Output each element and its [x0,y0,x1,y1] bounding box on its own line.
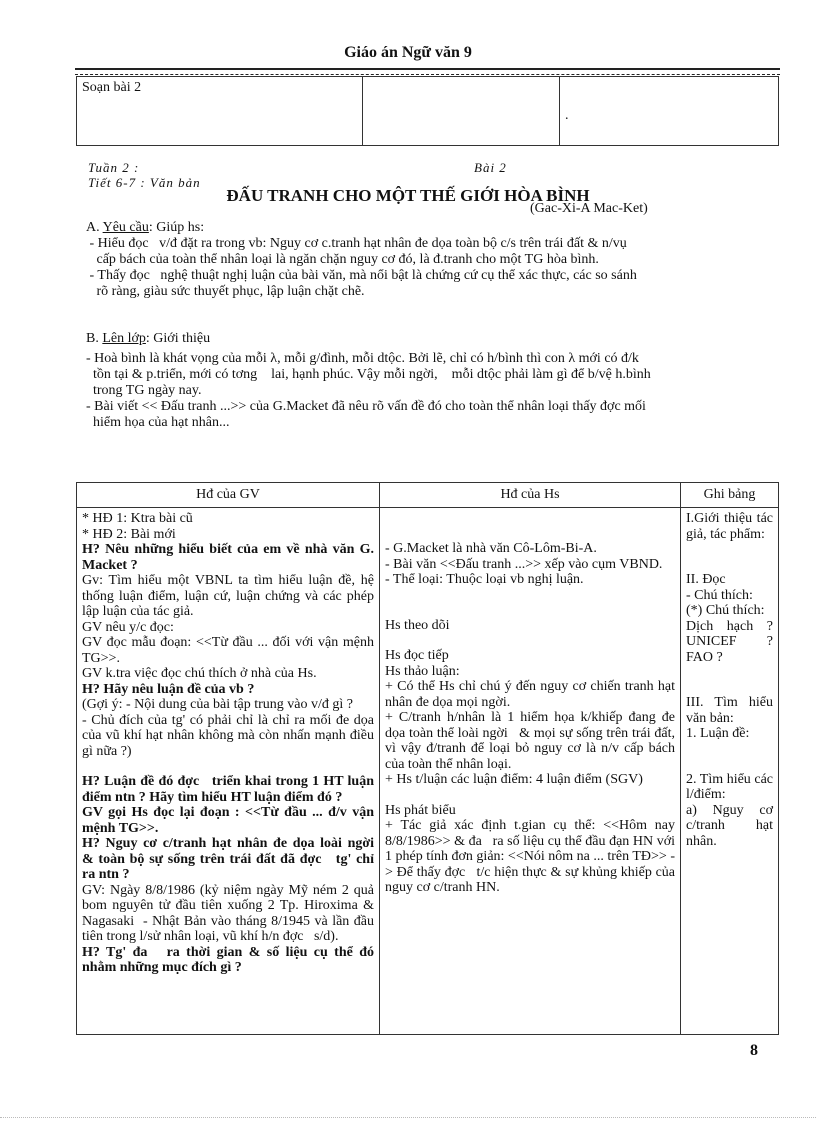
section-b-line: tồn tại & p.triển, mới có tơng lai, hạnh phúc. Vậy mỗi ngời, mỗi dtộc phải làm gì để b/vệ h.bình [86,367,651,382]
teacher-activity-line: GV gọi Hs đọc lại đoạn : <<Từ đầu ... đ/v vận mệnh TG>>. [82,805,378,836]
teacher-activity-line: H? Tg' đa ra thời gian & số liệu cụ thể đó nhằm những mục đích gì ? [82,944,378,975]
teacher-activity-line: - Chủ đích của tg' có phải chỉ là chỉ ra mối đe dọa của vũ khí hạt nhân không mà còn nhấn mạnh điều gì nữa ?) [82,712,378,759]
section-b-line: hiểm họa của hạt nhân... [86,415,230,430]
board-note-line: a) Nguy cơ c/tranh hạt nhân. [686,802,777,849]
top-cell-3 [560,77,779,146]
top-info-table [76,76,779,146]
header-divider [75,68,780,75]
teacher-activity-line: Gv: Tìm hiểu một VBNL ta tìm hiểu luận đề, hệ thống luận điểm, luận cứ, luận chứng và các phép lập luận của tác giả. [82,573,378,619]
section-b-intro: : Giới thiệu [145,331,211,346]
board-note-line: III. Tìm hiểu văn bản: [686,695,777,726]
student-activity-line: Hs đọc tiếp [385,648,449,663]
student-activity-line [385,603,675,618]
student-activity-line: - Thể loại: Thuộc loại vb nghị luận. [385,572,584,587]
section-a-label: A. [86,220,100,235]
lesson-label: Bài 2 [474,160,507,175]
board-note-line [686,665,773,695]
section-b-label: B. [86,331,99,346]
board-note-line: - Chú thích: [686,587,753,603]
student-activity-line: + Có thể Hs chỉ chú ý đến nguy cơ chiến tranh hạt nhân đe dọa mọi ngời. [385,679,679,710]
section-b-line: - Bài viết << Đấu tranh ...>> của G.Macket đã nêu rõ vấn đề đó cho toàn thể nhân loại thấy đợc mối [86,399,646,414]
teacher-activity-line: GV k.tra việc đọc chú thích ở nhà của Hs. [82,666,317,681]
section-b-line: - Hoà bình là khát vọng của mỗi λ, mỗi g/đình, mỗi dtộc. Bởi lẽ, chỉ có h/bình thì con λ mới có đ/k [86,351,639,366]
lesson-title: ĐẤU TRANH CHO MỘT THẾ GIỚI HÒA BÌNH [226,186,590,205]
teacher-activity-line: GV nêu y/c đọc: [82,619,174,635]
footer-divider [0,1117,816,1118]
board-notes-column [681,508,779,1035]
student-activity-line: + Tác giả xác định t.gian cụ thể: <<Hôm nay 8/8/1986>> & đa ra số liệu cụ thể đầu đạn HN với 1 phép tính đơn giản: <<Nói nôm na ... trên TĐ>> -> Để thấy đợc t/c hiện thực & sự khủng khiếp của nguy cơ c/tranh HN. [385,818,679,895]
board-note-line: Dịch hạch ? UNICEF ? FAO ? [686,618,777,665]
board-note-line [686,542,773,572]
board-note-line: II. Đọc [686,572,726,587]
board-note-line: (*) Chú thích: [686,603,765,618]
teacher-activity-column [77,508,385,1035]
page-number: 8 [750,1042,758,1059]
student-activity-line [385,633,675,648]
student-activity-line: Hs phát biểu [385,802,456,818]
col-header-ghi: Ghi bảng [681,483,779,508]
period-label: Tiết 6-7 : Văn bản [88,175,201,190]
board-note-line: 2. Tìm hiểu các l/điểm: [686,771,777,802]
section-a-line: - Thấy đọc nghệ thuật nghị luận của bài văn, mà nổi bật là chứng cứ cụ thể xác thực, các so sánh [86,268,637,283]
section-b [86,331,768,431]
student-activity-column [380,508,681,1035]
section-a-line: rõ ràng, giàu sức thuyết phục, lập luận chặt chẽ. [86,284,365,299]
board-note-line [686,742,773,772]
board-note-line: I.Giới thiệu tác giả, tác phẩm: [686,511,777,542]
section-a-heading: Yêu cầu [102,220,149,235]
top-cell-1: Soạn bài 2 [77,77,363,146]
section-b-heading: Lên lớp [102,331,146,346]
teacher-activity-line: H? Luận đề đó đợc triển khai trong 1 HT luận điểm ntn ? Hãy tìm hiểu HT luận điểm đó ? [82,774,378,805]
board-note-line: 1. Luận đề: [686,726,750,741]
top-cell-3-text: . [565,108,569,123]
section-a-line: - Hiểu đọc v/đ đặt ra trong vb: Nguy cơ c.tranh hạt nhân đe dọa toàn bộ c/s trên trái đất & n/vụ [86,236,627,251]
lesson-activity-table [76,482,779,1035]
lesson-author: (Gac-Xi-A Mac-Ket) [530,201,648,216]
student-activity-line: Hs thảo luận: [385,663,460,679]
section-a-line: cấp bách của toàn thể nhân loại là ngăn chặn nguy cơ đó, là đ.tranh cho một TG hòa bình. [86,252,599,267]
student-activity-line [385,588,675,603]
week-label: Tuần 2 : [88,160,140,175]
teacher-activity-line: GV đọc mẫu đoạn: <<Từ đầu ... đối với vận mệnh TG>>. [82,635,378,666]
student-activity-line [385,526,675,541]
teacher-activity-line: H? Hãy nêu luận đề của vb ? [82,681,255,697]
teacher-activity-line: H? Nguy cơ c/tranh hạt nhân đe dọa loài ngời & toàn bộ sự sống trên trái đất đã đợc tg' chỉ ra ntn ? [82,836,385,882]
student-activity-line: Hs theo dõi [385,617,450,633]
section-a-intro: : Giúp hs: [148,220,205,235]
teacher-activity-line: H? Nêu những hiểu biết của em về nhà văn G. Macket ? [82,542,378,573]
student-activity-line: + C/tranh h/nhân là 1 hiểm họa k/khiếp đang đe dọa toàn thể loài ngời & mọi sự sống trên trái đất, vì vậy đ/tranh để loại bỏ nguy cơ là n/v cấp bách của toàn thể nhân loại. [385,710,679,772]
student-activity-line: - Bài văn <<Đấu tranh ...>> xếp vào cụm VBND. [385,556,663,572]
student-activity-line: - G.Macket là nhà văn Cô-Lôm-Bi-A. [385,541,597,556]
col-header-hs: Hđ của Hs [380,483,681,508]
teacher-activity-line: * HĐ 1: Ktra bài cũ [82,511,193,526]
section-a [86,220,768,300]
teacher-activity-line: GV: Ngày 8/8/1986 (kỷ niệm ngày Mỹ ném 2 quả bom nguyên tử đầu tiên xuống 2 Tp. Hiroxima & Nagasaki - Nhật Bản vào tháng 8/1945 và lần đầu tiên trong l/sử nhân loại, vũ khí h/n đợc s/d). [82,882,378,944]
teacher-activity-line [82,759,374,774]
section-a-lines [86,236,768,300]
student-activity-line [385,788,675,803]
section-b-lines [86,351,768,431]
section-b-line: trong TG ngày nay. [86,383,202,398]
top-cell-2 [363,77,560,146]
teacher-activity-line: (Gợi ý: - Nội dung của bài tập trung vào v/đ gì ? [82,697,354,712]
col-header-gv: Hđ của GV [77,483,380,508]
document-header-title: Giáo án Ngữ văn 9 [344,44,472,61]
teacher-activity-line: * HĐ 2: Bài mới [82,526,176,542]
student-activity-line [385,511,675,526]
student-activity-line: + Hs t/luận các luận điểm: 4 luận điểm (SGV) [385,772,643,787]
